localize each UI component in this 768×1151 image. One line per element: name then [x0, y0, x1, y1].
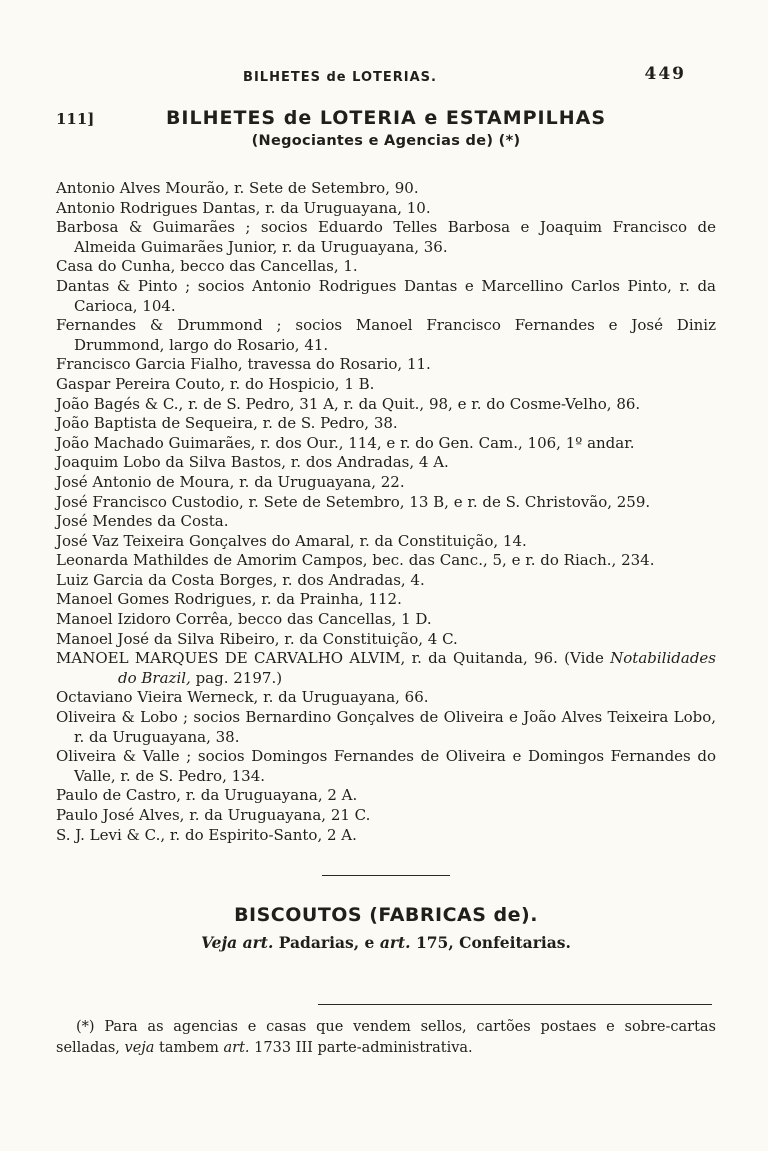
list-item: Manoel Gomes Rodrigues, r. da Prainha, 112. [56, 590, 402, 609]
text-segment: 1733 III parte-administrativa. [249, 1040, 473, 1057]
list-item: Paulo de Castro, r. da Uruguayana, 2 A. [56, 786, 358, 805]
list-item: Fernandes & Drummond ; socios Manoel Francisco Fernandes e José Diniz Drummond, largo do Rosario, 41. [56, 316, 716, 354]
text-segment: veja [124, 1040, 155, 1057]
footnote-divider [318, 1004, 712, 1005]
list-item: João Bagés & C., r. de S. Pedro, 31 A, r. da Quit., 98, e r. do Cosme-Velho, 86. [56, 394, 641, 413]
list-item: Oliveira & Valle ; socios Domingos Fernandes de Oliveira e Domingos Fernandes do Valle, r. de S. Pedro, 134. [56, 747, 716, 785]
section-subtitle: (Negociantes e Agencias de) (*) [251, 133, 521, 149]
biscoutos-title: BISCOUTOS (FABRICAS de). [234, 904, 538, 927]
section-heading [56, 107, 716, 149]
text-segment: (*) Para as agencias e casas que vendem sellos, cartões postaes e sobre-cartas selladas, [56, 1019, 716, 1057]
list-item: José Vaz Teixeira Gonçalves do Amaral, r. da Constituição, 14. [56, 531, 527, 550]
running-header-title: BILHETES de LOTERIAS. [243, 70, 437, 85]
list-item: Manoel José da Silva Ribeiro, r. da Constituição, 4 C. [56, 629, 458, 648]
list-item: Luiz Garcia da Costa Borges, r. dos Andradas, 4. [56, 570, 425, 589]
list-item: José Antonio de Moura, r. da Uruguayana, 22. [56, 472, 405, 491]
list-item: Oliveira & Lobo ; socios Bernardino Gonçalves de Oliveira e João Alves Teixeira Lobo, r. da Uruguayana, 38. [56, 708, 716, 746]
list-item: Francisco Garcia Fialho, travessa do Rosario, 11. [56, 355, 431, 374]
list-item: S. J. Levi & C., r. do Espirito-Santo, 2 A. [56, 825, 357, 844]
running-header [56, 0, 716, 85]
text-segment: tambem [154, 1040, 224, 1057]
list-item [56, 649, 716, 688]
list-item: Casa do Cunha, becco das Cancellas, 1. [56, 257, 358, 276]
list-item: João Baptista de Sequeira, r. de S. Pedro, 38. [56, 414, 398, 433]
text-segment: Padarias, e [278, 933, 380, 953]
list-item: Barbosa & Guimarães ; socios Eduardo Telles Barbosa e Joaquim Francisco de Almeida Guimarães Junior, r. da Uruguayana, 36. [56, 218, 716, 256]
text-segment: art. [223, 1040, 250, 1057]
page-number: 449 [644, 64, 686, 84]
biscoutos-reference [56, 933, 716, 952]
list-item: Antonio Rodrigues Dantas, r. da Uruguayana, 10. [56, 198, 431, 217]
list-item: Leonarda Mathildes de Amorim Campos, bec. das Canc., 5, e r. do Riach., 234. [56, 551, 655, 570]
text-segment: Notabilidades do Brazil, [118, 649, 716, 687]
list-item: José Mendes da Costa. [56, 512, 229, 531]
list-item: Antonio Alves Mourão, r. Sete de Setembro, 90. [56, 179, 419, 197]
text-segment: MANOEL MARQUES DE CARVALHO ALVIM, r. da Quitanda, 96. (Vide [56, 649, 611, 668]
text-segment: 175, Confeitarias. [415, 933, 571, 953]
text-segment: pag. 2197.) [190, 668, 283, 687]
list-item: Joaquim Lobo da Silva Bastos, r. dos Andradas, 4 A. [56, 453, 449, 472]
list-item: José Francisco Custodio, r. Sete de Setembro, 13 B, e r. de S. Christovão, 259. [56, 492, 651, 511]
list-item: João Machado Guimarães, r. dos Our., 114, e r. do Gen. Cam., 106, 1º andar. [56, 433, 635, 452]
list-item: Octaviano Vieira Werneck, r. da Uruguayana, 66. [56, 688, 429, 707]
text-segment: art. [379, 933, 416, 953]
list-item: Paulo José Alves, r. da Uruguayana, 21 C. [56, 806, 371, 824]
list-item: Dantas & Pinto ; socios Antonio Rodrigues Dantas e Marcellino Carlos Pinto, r. da Carioca, 104. [56, 276, 716, 315]
text-segment: Veja art. [201, 933, 279, 953]
footnote-text [56, 1017, 716, 1059]
list-item: Manoel Izidoro Corrêa, becco das Cancellas, 1 D. [56, 610, 432, 629]
entry-list [56, 179, 716, 845]
list-item: Gaspar Pereira Couto, r. do Hospicio, 1 B. [56, 374, 375, 393]
section-divider [322, 875, 450, 876]
section-title: BILHETES de LOTERIA e ESTAMPILHAS [165, 107, 607, 129]
entry-ref-number: 111] [56, 110, 95, 128]
